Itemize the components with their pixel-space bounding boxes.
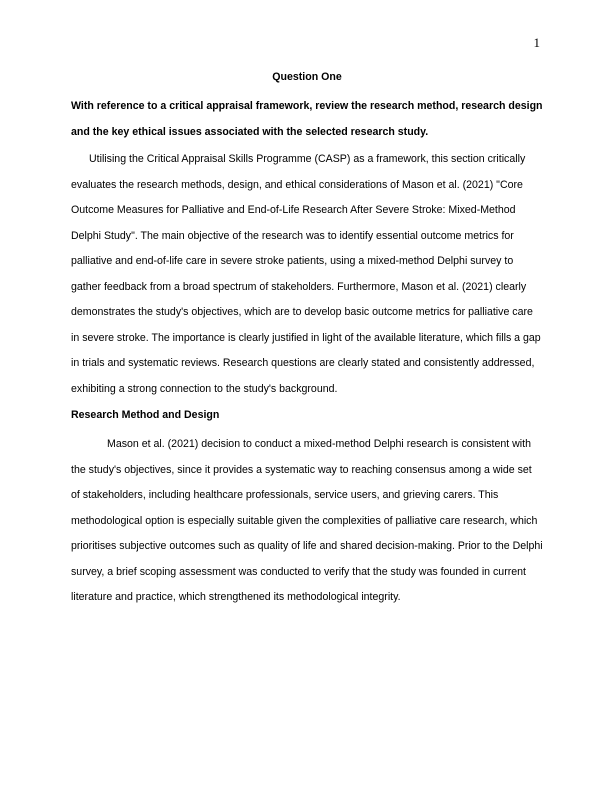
page-number: 1 [533,35,540,50]
question-text: With reference to a critical appraisal framework, review the research method, research design and the key ethical issues associated with the selected research study. [71,100,543,138]
section-heading: Research Method and Design [71,409,220,421]
document-body [71,64,543,611]
method-paragraph: Mason et al. (2021) decision to conduct a mixed-method Delphi research is consistent with the study's objectives, since it provides a systematic way to reaching consensus among a wide set of stakeholders, including healthcare professionals, service users, and grieving carers. This methodological option is especially suitable given the complexities of palliative care research, which prioritises subjective outcomes such as quality of life and shared decision-making. Prior to the Delphi survey, a brief scoping assessment was conducted to verify that the study was founded in current literature and practice, which strengthened its methodological integrity. [71,438,543,603]
intro-paragraph: Utilising the Critical Appraisal Skills Programme (CASP) as a framework, this section critically evaluates the research methods, design, and ethical considerations of Mason et al. (2021) "Core Outcome Measures for Palliative and End-of-Life Research After Severe Stroke: Mixed-Method Delphi Study". The main objective of the research was to identify essential outcome metrics for palliative and end-of-life care in severe stroke patients, using a mixed-method Delphi survey to gather feedback from a broad spectrum of stakeholders. Furthermore, Mason et al. (2021) clearly demonstrates the study's objectives, which are to develop basic outcome metrics for palliative care in severe stroke. The importance is clearly justified in light of the available literature, which fills a gap in trials and systematic reviews. Research questions are clearly stated and consistently addressed, exhibiting a strong connection to the study's background. [71,153,541,395]
document-title: Question One [272,71,342,83]
